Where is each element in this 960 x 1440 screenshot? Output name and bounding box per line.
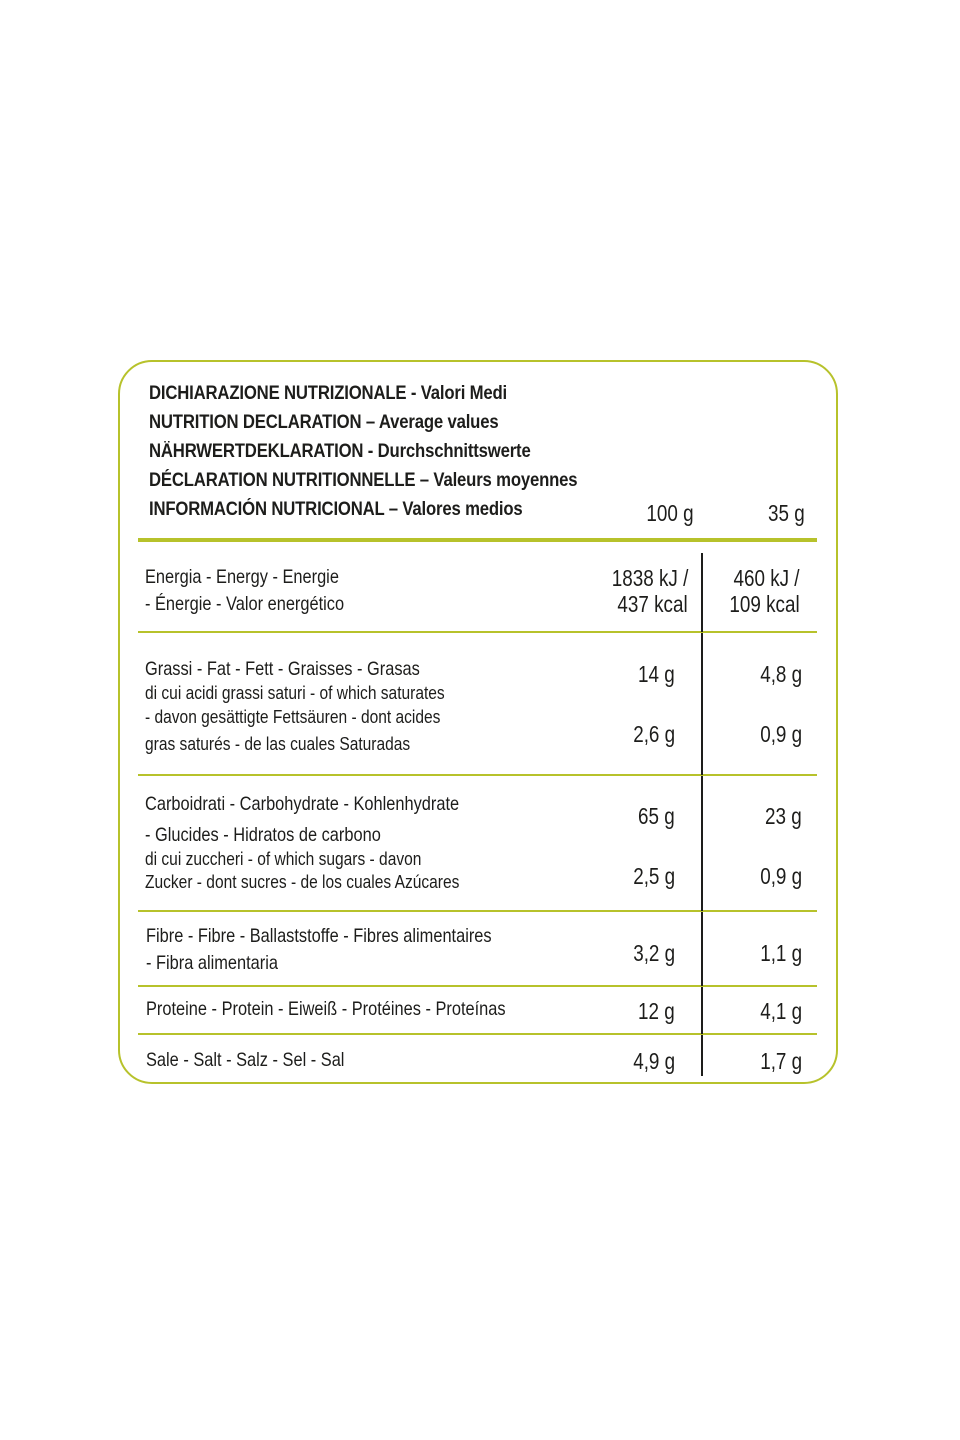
row-divider-fibre [138, 985, 817, 987]
saturates-100g: 2,6 g [633, 721, 675, 747]
column-header-35g: 35 g [768, 500, 805, 526]
sugars-label-line1: di cui zuccheri - of which sugars - davon [145, 848, 422, 869]
fat-label: Grassi - Fat - Fett - Graisses - Grasas [145, 658, 420, 680]
carbohydrate-35g: 23 g [765, 803, 802, 829]
row-divider-protein [138, 1033, 817, 1035]
fibre-label-line2: - Fibra alimentaria [146, 952, 278, 974]
column-separator [701, 553, 703, 632]
column-separator [701, 776, 703, 911]
protein-label: Proteine - Protein - Eiweiß - Protéines - Proteínas [146, 998, 506, 1020]
salt-35g: 1,7 g [760, 1048, 802, 1074]
column-header-100g: 100 g [646, 500, 694, 526]
row-divider-fat [138, 774, 817, 776]
row-divider-carbohydrate [138, 910, 817, 912]
energy-100g-kj: 1838 kJ / [611, 565, 688, 591]
fibre-100g: 3,2 g [633, 940, 675, 966]
sugars-35g: 0,9 g [760, 863, 802, 889]
row-divider-energy [138, 631, 817, 633]
saturates-label-line1: di cui acidi grassi saturi - of which saturates [145, 682, 445, 703]
header-line-de: NÄHRWERTDEKLARATION - Durchschnittswerte [149, 441, 531, 462]
column-separator [701, 987, 703, 1034]
energy-100g-kcal: 437 kcal [617, 591, 688, 617]
column-separator [701, 633, 703, 775]
energy-label-line1: Energia - Energy - Energie [145, 566, 339, 588]
fibre-35g: 1,1 g [760, 940, 802, 966]
energy-35g-kcal: 109 kcal [729, 591, 800, 617]
sugars-100g: 2,5 g [633, 863, 675, 889]
header-line-es: INFORMACIÓN NUTRICIONAL – Valores medios [149, 499, 523, 520]
sugars-label-line2: Zucker - dont sucres - de los cuales Azúcares [145, 871, 460, 892]
header-divider [138, 538, 817, 542]
header-line-fr: DÉCLARATION NUTRITIONNELLE – Valeurs moyennes [149, 470, 578, 491]
saturates-label-line3: gras saturés - de las cuales Saturadas [145, 733, 411, 754]
header-line-it: DICHIARAZIONE NUTRIZIONALE - Valori Medi [149, 383, 508, 404]
protein-100g: 12 g [638, 998, 675, 1024]
energy-label-line2: - Énergie - Valor energético [145, 593, 345, 615]
header-line-en: NUTRITION DECLARATION – Average values [149, 412, 499, 433]
column-separator [701, 1035, 703, 1076]
saturates-label-line2: - davon gesättigte Fettsäuren - dont acides [145, 706, 441, 727]
saturates-35g: 0,9 g [760, 721, 802, 747]
protein-35g: 4,1 g [760, 998, 802, 1024]
carbohydrate-label-line2: - Glucides - Hidratos de carbono [145, 824, 381, 846]
column-separator [701, 912, 703, 986]
carbohydrate-100g: 65 g [638, 803, 675, 829]
fibre-label-line1: Fibre - Fibre - Ballaststoffe - Fibres alimentaires [146, 925, 492, 947]
energy-35g-kj: 460 kJ / [733, 565, 800, 591]
salt-label: Sale - Salt - Salz - Sel - Sal [146, 1049, 345, 1071]
fat-35g: 4,8 g [760, 661, 802, 687]
fat-100g: 14 g [638, 661, 675, 687]
carbohydrate-label-line1: Carboidrati - Carbohydrate - Kohlenhydrate [145, 793, 460, 815]
salt-100g: 4,9 g [633, 1048, 675, 1074]
